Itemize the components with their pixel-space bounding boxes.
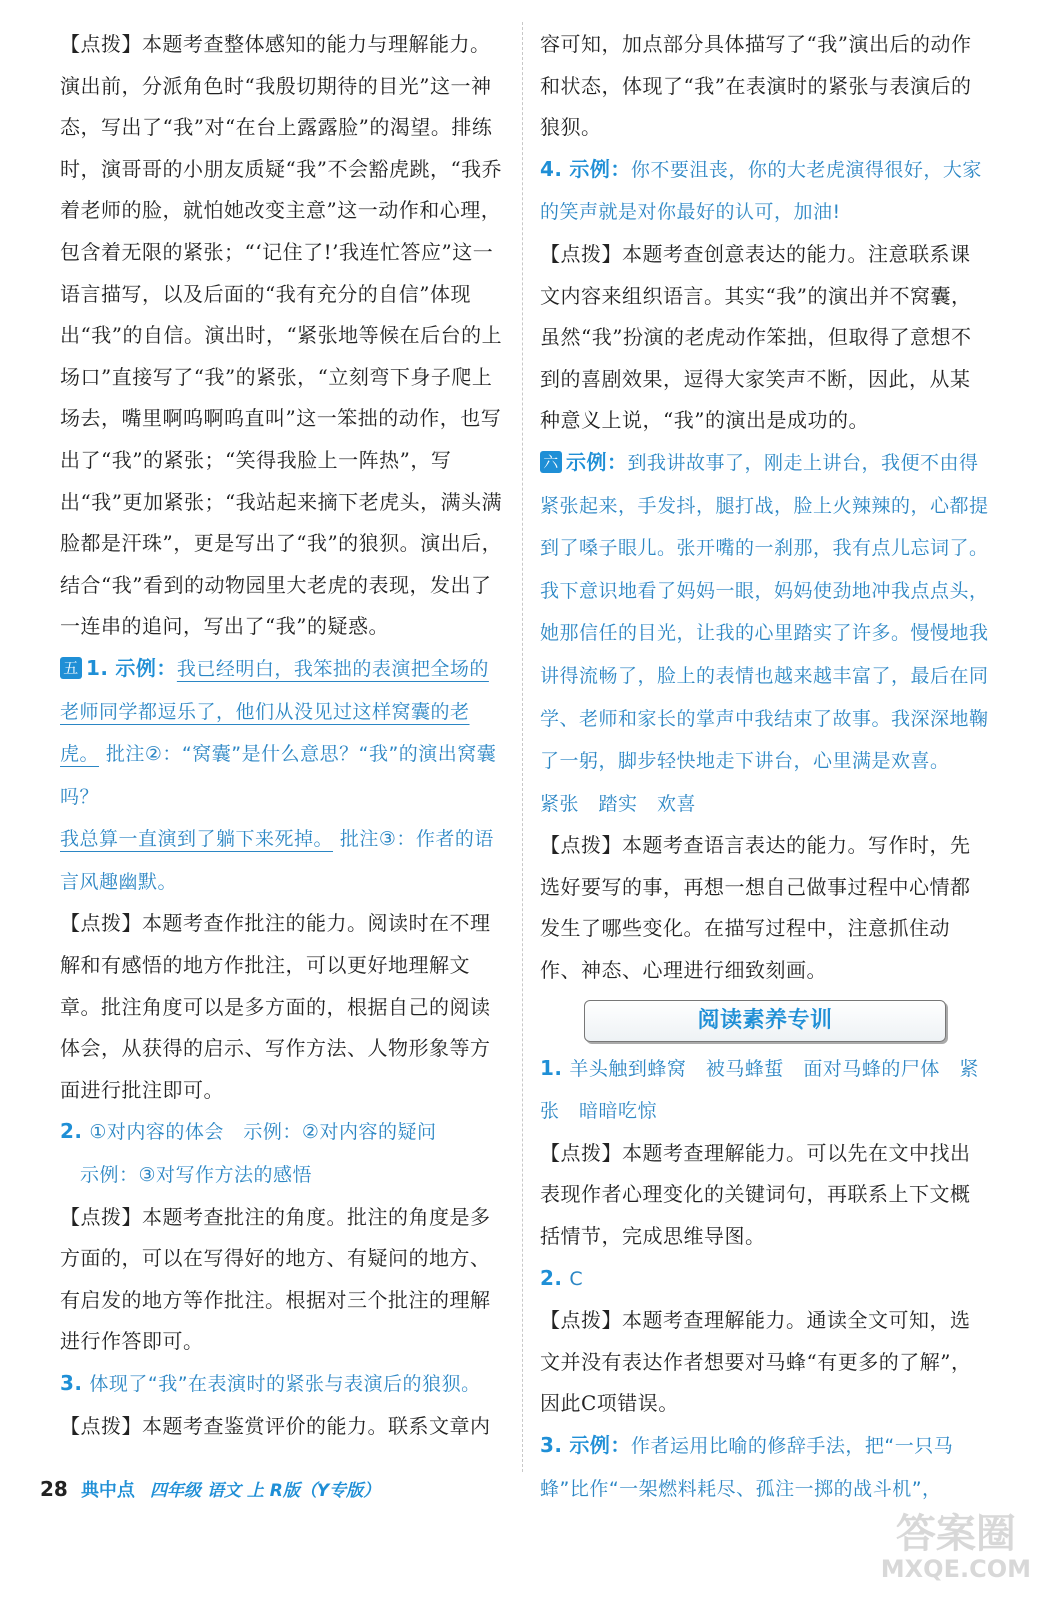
tip-paragraph: 【点拨】本题考查鉴赏评价的能力。联系文章内 <box>60 1413 491 1438</box>
annotation-note: 批注③：作者的语言风趣幽默。 <box>60 828 494 893</box>
page-footer <box>40 1476 380 1508</box>
answer-text: 作者运用比喻的修辞手法，把“一只马蜂”比作“一架燃料耗尽、孤注一掷的战斗机”， <box>540 1435 954 1500</box>
tip-paragraph: 【点拨】本题考查理解能力。通读全文可知，选文并没有表达作者想要对马蜂“有更多的了解”，因此C项错误。 <box>540 1308 972 1416</box>
left-column <box>60 24 508 1447</box>
question-number: 3. <box>60 1371 83 1395</box>
answer-text: 示例：③对写作方法的感悟 <box>80 1164 313 1187</box>
answer-text: 羊头触到蜂窝 被马蜂蜇 面对马蜂的尸体 紧张 暗暗吃惊 <box>540 1057 979 1123</box>
example-label: 示例： <box>569 156 631 181</box>
reading-question-2 <box>540 1258 990 1301</box>
tip-paragraph: 【点拨】本题考查理解能力。可以先在文中找出表现作者心理变化的关键词句，再联系上下文概括情节，完成思维导图。 <box>540 1140 971 1249</box>
brand-logo: 典中点 <box>80 1480 135 1501</box>
example-label: 示例： <box>569 1433 631 1457</box>
question-number: 1. <box>540 1055 563 1080</box>
right-column <box>540 24 990 1510</box>
watermark-text: 答案圈 <box>895 1511 1016 1557</box>
answer-text: 到我讲故事了，刚走上讲台，我便不由得紧张起来，手发抖，腿打战，脸上火辣辣的，心都提到了嗓子眼儿。张开嘴的一刹那，我有点儿忘词了。我下意识地看了妈妈一眼，妈妈使劲地冲我点点头，她那信任的目光，让我的心里踏实了许多。慢慢地我讲得流畅了，脸上的表情也越来越丰富了，最后在同学、老师和家长的掌声中我结束了故事。我深深地鞠了一躬，脚步轻快地走下讲台，心里满是欢喜。 <box>540 451 989 773</box>
section-badge: 五 <box>60 657 82 679</box>
question-5-4 <box>540 149 990 234</box>
continued-paragraph: 容可知，加点部分具体描写了“我”演出后的动作和状态，体现了“我”在表演时的紧张与表演后的狼狈。 <box>540 32 972 140</box>
quoted-sentence: 我已经明白，我笨拙的表演把全场的老师同学都逗乐了，他们从没见过这样窝囊的老虎。 <box>60 657 489 766</box>
question-number: 2. <box>540 1265 563 1290</box>
column-divider <box>522 22 523 1472</box>
tip-paragraph: 【点拨】本题考查创意表达的能力。注意联系课文内容来组织语言。其实“我”的演出并不窝囊，虽然“我”扮演的老虎动作笨拙，但取得了意想不到的喜剧效果，逗得大家笑声不断，因此，从某种意义上说，“我”的演出是成功的。 <box>540 241 972 433</box>
question-5-1 <box>60 648 508 818</box>
tip-paragraph: 【点拨】本题考查整体感知的能力与理解能力。演出前，分派角色时“我殷切期待的目光”这一神态，写出了“我”对“在台上露露脸”的渴望。排练时，演哥哥的小朋友质疑“我”不会豁虎跳，“我乔着老师的脸，就怕她改变主意”这一动作和心理，包含着无限的紧张；“‘记住了!’我连忙答应”这一语言描写，以及后面的“我有充分的自信”体现出“我”的自信。演出时，“紧张地等候在后台的上场口”直接写了“我”的紧张，“立刻弯下身子爬上场去，嘴里啊呜啊呜直叫”这一笨拙的动作，也写出了“我”的紧张；“笑得我脸上一阵热”，写出“我”更加紧张；“我站起来摘下老虎头，满头满脸都是汗珠”，更是写出了“我”的狼狈。演出后，结合“我”看到的动物园里大老虎的表现，发出了一连串的追问，写出了“我”的疑惑。 <box>60 32 503 639</box>
section-6 <box>540 442 990 783</box>
tip-paragraph: 【点拨】本题考查语言表达的能力。写作时，先选好要写的事，再想一想自己做事过程中心情都发生了哪些变化。在描写过程中，注意抓住动作、神态、心理进行细致刻画。 <box>540 833 971 983</box>
example-label: 示例： <box>115 655 177 680</box>
question-5-3 <box>60 1363 508 1406</box>
question-5-1-cont <box>60 818 508 903</box>
section-badge: 六 <box>540 451 562 473</box>
question-number: 1. <box>86 655 109 680</box>
reading-question-3 <box>540 1425 990 1510</box>
question-number: 3. <box>540 1433 563 1457</box>
watermark-logo <box>881 1512 1031 1582</box>
question-5-2-line2 <box>60 1154 508 1197</box>
example-label: 示例： <box>566 449 628 474</box>
question-5-2 <box>60 1111 508 1154</box>
section-6-words <box>540 783 990 826</box>
question-number: 2. <box>60 1119 83 1144</box>
annotation-note: 批注②：“窝囊”是什么意思？“我”的演出窝囊吗？ <box>60 743 497 808</box>
answer-text: 体现了“我”在表演时的紧张与表演后的狼狈。 <box>89 1373 481 1395</box>
tip-paragraph: 【点拨】本题考查批注的角度。批注的角度是多方面的，可以在写得好的地方、有疑问的地方、有启发的地方等作批注。根据对三个批注的理解进行作答即可。 <box>60 1204 491 1354</box>
quoted-sentence: 我总算一直演到了躺下来死掉。 <box>60 828 334 851</box>
question-number: 4. <box>540 156 563 181</box>
answer-text: ①对内容的体会 示例：②对内容的疑问 <box>89 1121 437 1144</box>
page-number: 28 <box>40 1477 68 1501</box>
answer-text: C <box>569 1267 584 1290</box>
answer-words: 紧张 踏实 欢喜 <box>540 792 697 815</box>
section-heading: 阅读素养专训 <box>584 1000 946 1042</box>
answer-text: 你不要沮丧，你的大老虎演得很好，大家的笑声就是对你最好的认可，加油! <box>540 158 982 224</box>
tip-paragraph: 【点拨】本题考查作批注的能力。阅读时在不理解和有感悟的地方作批注，可以更好地理解文章。批注角度可以是多方面的，根据自己的阅读体会，从获得的启示、写作方法、人物形象等方面进行批注即可。 <box>60 911 491 1102</box>
reading-question-1 <box>540 1048 990 1133</box>
book-info: 四年级 语文 上 R版（Y专版） <box>150 1481 381 1501</box>
watermark-url: MXQE.COM <box>880 1555 1031 1583</box>
